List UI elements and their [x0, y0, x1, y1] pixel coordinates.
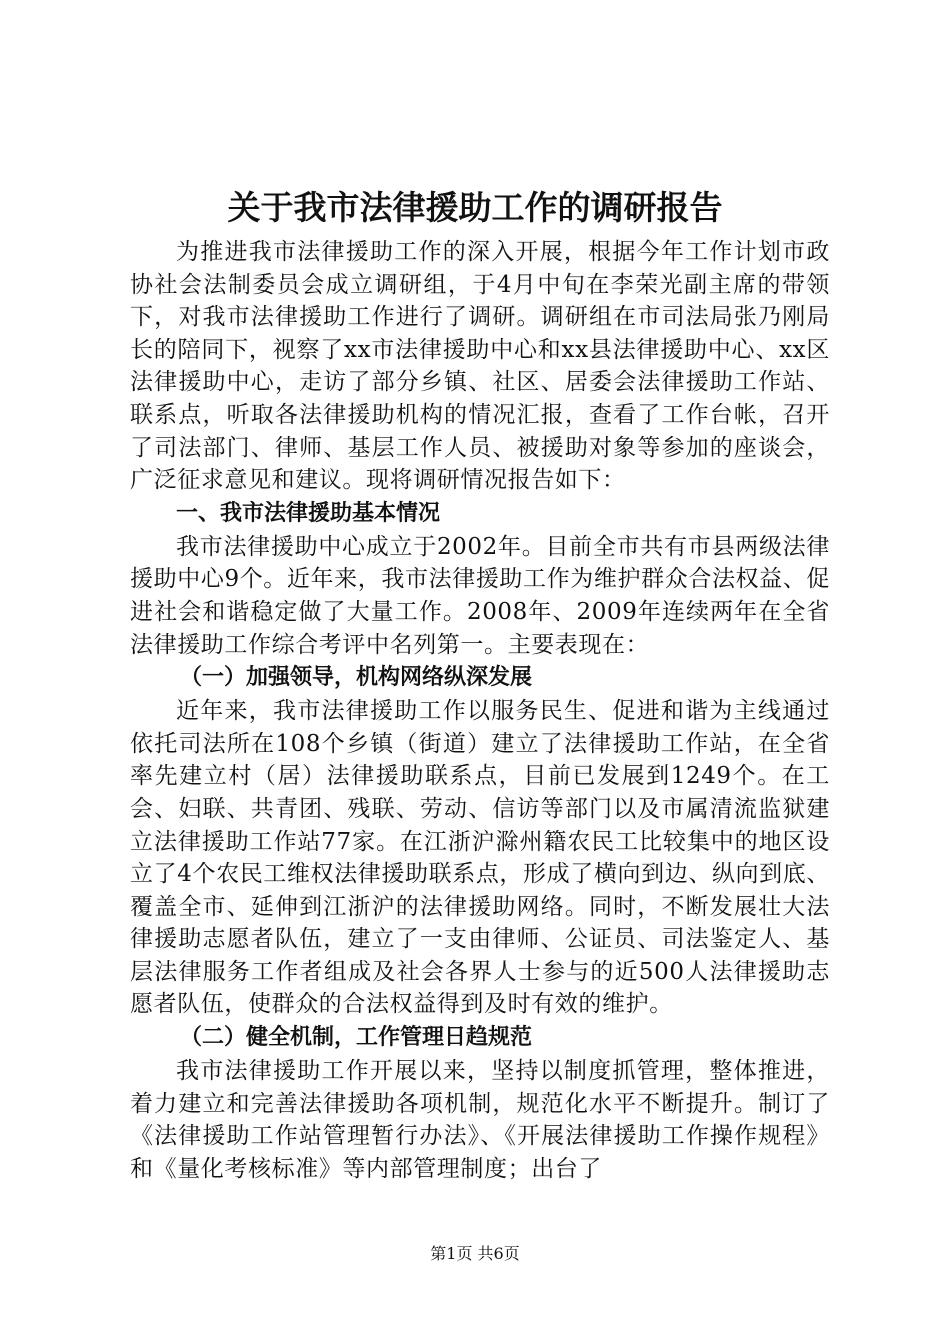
section-1-paragraph: 我市法律援助中心成立于2002年。目前全市共有市县两级法律援助中心9个。近年来，我市法律援助工作为维护群众合法权益、促进社会和谐稳定做了大量工作。2008年、2009年连续两年在全省法律援助工作综合考评中名列第一。主要表现在： — [130, 533, 830, 658]
document-body — [130, 236, 830, 1185]
subsection-heading-1: （一）加强领导，机构网络纵深发展 — [180, 665, 533, 691]
subsection-heading-2: （二）健全机制，工作管理日趋规范 — [180, 1025, 533, 1051]
section-heading-1: 一、我市法律援助基本情况 — [176, 500, 441, 526]
subsection-1-paragraph: 近年来，我市法律援助工作以服务民生、促进和谐为主线通过依托司法所在108个乡镇（街道）建立了法律援助工作站，在全省率先建立村（居）法律援助联系点，目前已发展到1249个。在工会、妇联、共青团、残联、劳动、信访等部门以及市属清流监狱建立法律援助工作站77家。在江浙沪滁州籍农民工比较集中的地区设立了4个农民工维权法律援助联系点，形成了横向到边、纵向到底、覆盖全市、延伸到江浙沪的法律援助网络。同时，不断发展壮大法律援助志愿者队伍，建立了一支由律师、公证员、司法鉴定人、基层法律服务工作者组成及社会各界人士参与的近500人法律援助志愿者队伍，使群众的合法权益得到及时有效的维护。 — [130, 698, 830, 1018]
document-title: 关于我市法律援助工作的调研报告 — [227, 188, 723, 227]
subsection-2-paragraph: 我市法律援助工作开展以来，坚持以制度抓管理，整体推进，着力建立和完善法律援助各项机制，规范化水平不断提升。制订了《法律援助工作站管理暂行办法》、《开展法律援助工作操作规程》和《量化考核标准》等内部管理制度；出台了 — [130, 1058, 830, 1182]
intro-paragraph: 为推进我市法律援助工作的深入开展，根据今年工作计划市政协社会法制委员会成立调研组，于4月中旬在李荣光副主席的带领下，对我市法律援助工作进行了调研。调研组在市司法局张乃刚局长的陪同下，视察了xx市法律援助中心和xx县法律援助中心、xx区法律援助中心，走访了部分乡镇、社区、居委会法律援助工作站、联系点，听取各法律援助机构的情况汇报，查看了工作台帐，召开了司法部门、律师、基层工作人员、被援助对象等参加的座谈会，广泛征求意见和建议。现将调研情况报告如下： — [130, 239, 830, 494]
page-footer: 第1页 共6页 — [430, 1244, 520, 1263]
